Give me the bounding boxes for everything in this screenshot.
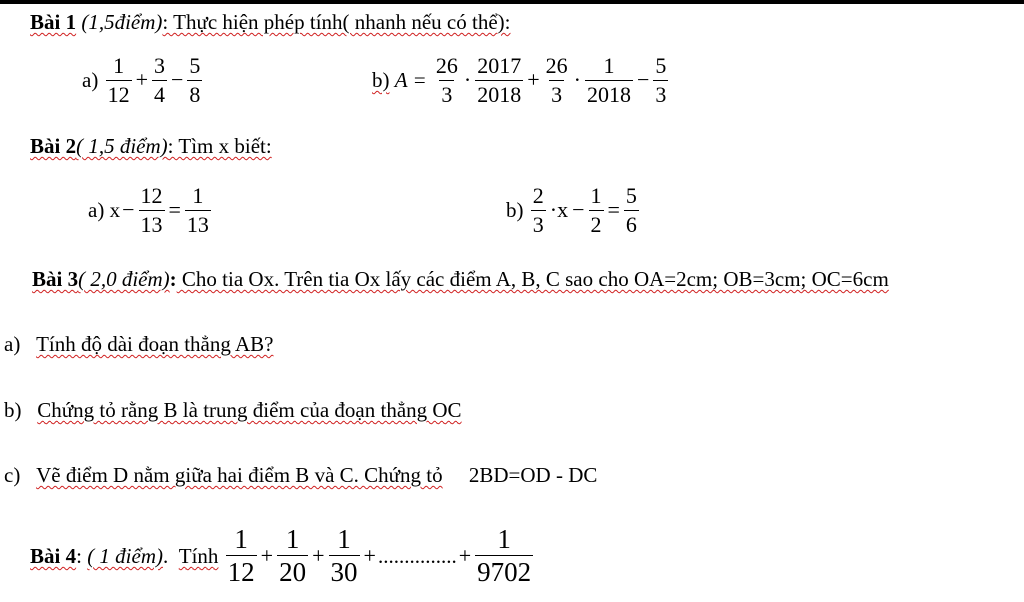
problem-2a-label: a)	[88, 197, 105, 222]
fraction: $\frac{3}{4}$	[154, 53, 165, 107]
fraction: $\frac{5}{3}$	[655, 53, 667, 107]
problem-2-heading	[30, 134, 272, 158]
item-label: a)	[4, 332, 21, 356]
problem-1a-expression: a) $\frac{1}{12}$ + $\frac{3}{4}$ − $\frac{5}{8}$	[82, 53, 201, 107]
fraction: $\frac{1}{12}$	[227, 524, 255, 588]
ellipsis-dots: ...............	[377, 543, 457, 568]
fraction: $\frac{2017}{2018}$	[477, 53, 522, 107]
problem-1a-label: a)	[82, 67, 99, 92]
problem-1b-label: b)	[372, 67, 390, 92]
problem-2-text: : Tìm x biết:	[167, 134, 272, 158]
item-text: Chứng tỏ rằng B là trung điểm của đoạn thẳng OC	[37, 398, 462, 422]
problem-3-heading: Bài 3( 2,0 điểm): Cho tia Ox. Trên tia Ox lấy các điểm A, B, C sao cho OA=2cm; OB=3cm; OC=6cm	[32, 267, 889, 291]
top-border	[0, 0, 1024, 4]
item-text: Tính độ dài đoạn thẳng AB?	[36, 332, 274, 356]
problem-2a-equation: a) x− $\frac{12}{13}$ = $\frac{1}{13}$	[88, 183, 209, 237]
item-extra: 2BD=OD - DC	[468, 463, 598, 487]
problem-4-points: ( 1 điểm)	[87, 543, 163, 568]
problem-3a	[4, 332, 273, 356]
problem-4: Bài 4: ( 1 điểm). Tính $\frac{1}{12}$ + $\frac{1}{20}$ + $\frac{1}{30}$ +...............+ $\frac{1}{9702}$	[30, 524, 532, 588]
lhs: A =	[394, 67, 427, 92]
fraction: $\frac{1}{12}$	[107, 53, 130, 107]
problem-1-label: Bài 1	[30, 10, 77, 34]
fraction: $\frac{1}{30}$	[330, 524, 358, 588]
fraction: $\frac{1}{2}$	[590, 183, 602, 237]
fraction: $\frac{1}{13}$	[186, 183, 209, 237]
problem-3-label: Bài 3	[32, 267, 79, 291]
fraction: $\frac{1}{2018}$	[586, 53, 631, 107]
fraction: $\frac{2}{3}$	[532, 183, 544, 237]
problem-4-tinh: Tính	[178, 543, 219, 568]
problem-3c	[4, 463, 597, 487]
fraction: $\frac{5}{6}$	[625, 183, 637, 237]
fraction: $\frac{5}{8}$	[189, 53, 201, 107]
fraction: $\frac{26}{3}$	[435, 53, 458, 107]
problem-1-points: (1,5điểm)	[81, 10, 163, 34]
item-label: c)	[4, 463, 21, 487]
problem-3-text: Cho tia Ox. Trên tia Ox lấy các điểm A, B, C sao cho OA=2cm; OB=3cm; OC=6cm	[176, 267, 889, 291]
fraction: $\frac{12}{13}$	[140, 183, 163, 237]
fraction: $\frac{1}{20}$	[279, 524, 307, 588]
problem-3-points: ( 2,0 điểm)	[78, 267, 170, 291]
fraction: $\frac{26}{3}$	[545, 53, 568, 107]
item-label: b)	[4, 398, 22, 422]
problem-4-label: Bài 4	[30, 543, 77, 568]
problem-2-points: ( 1,5 điểm)	[76, 134, 168, 158]
problem-2b-equation: b) $\frac{2}{3}$ ·x − $\frac{1}{2}$ = $\frac{5}{6}$	[506, 183, 637, 237]
problem-1b-expression: b) A = $\frac{26}{3}$ · $\frac{2017}{2018}$ + $\frac{26}{3}$ · $\frac{1}{2018}$ − $\frac{5}{3}$	[372, 53, 667, 107]
problem-1-text: : Thực hiện phép tính( nhanh nếu có thể):	[162, 10, 511, 34]
problem-2b-label: b)	[506, 197, 524, 222]
problem-3b	[4, 398, 462, 422]
fraction: $\frac{1}{9702}$	[477, 524, 532, 588]
problem-1-heading	[30, 10, 510, 34]
problem-2-label: Bài 2	[30, 134, 77, 158]
item-text: Vẽ điểm D nằm giữa hai điểm B và C. Chứng tỏ	[36, 463, 443, 487]
